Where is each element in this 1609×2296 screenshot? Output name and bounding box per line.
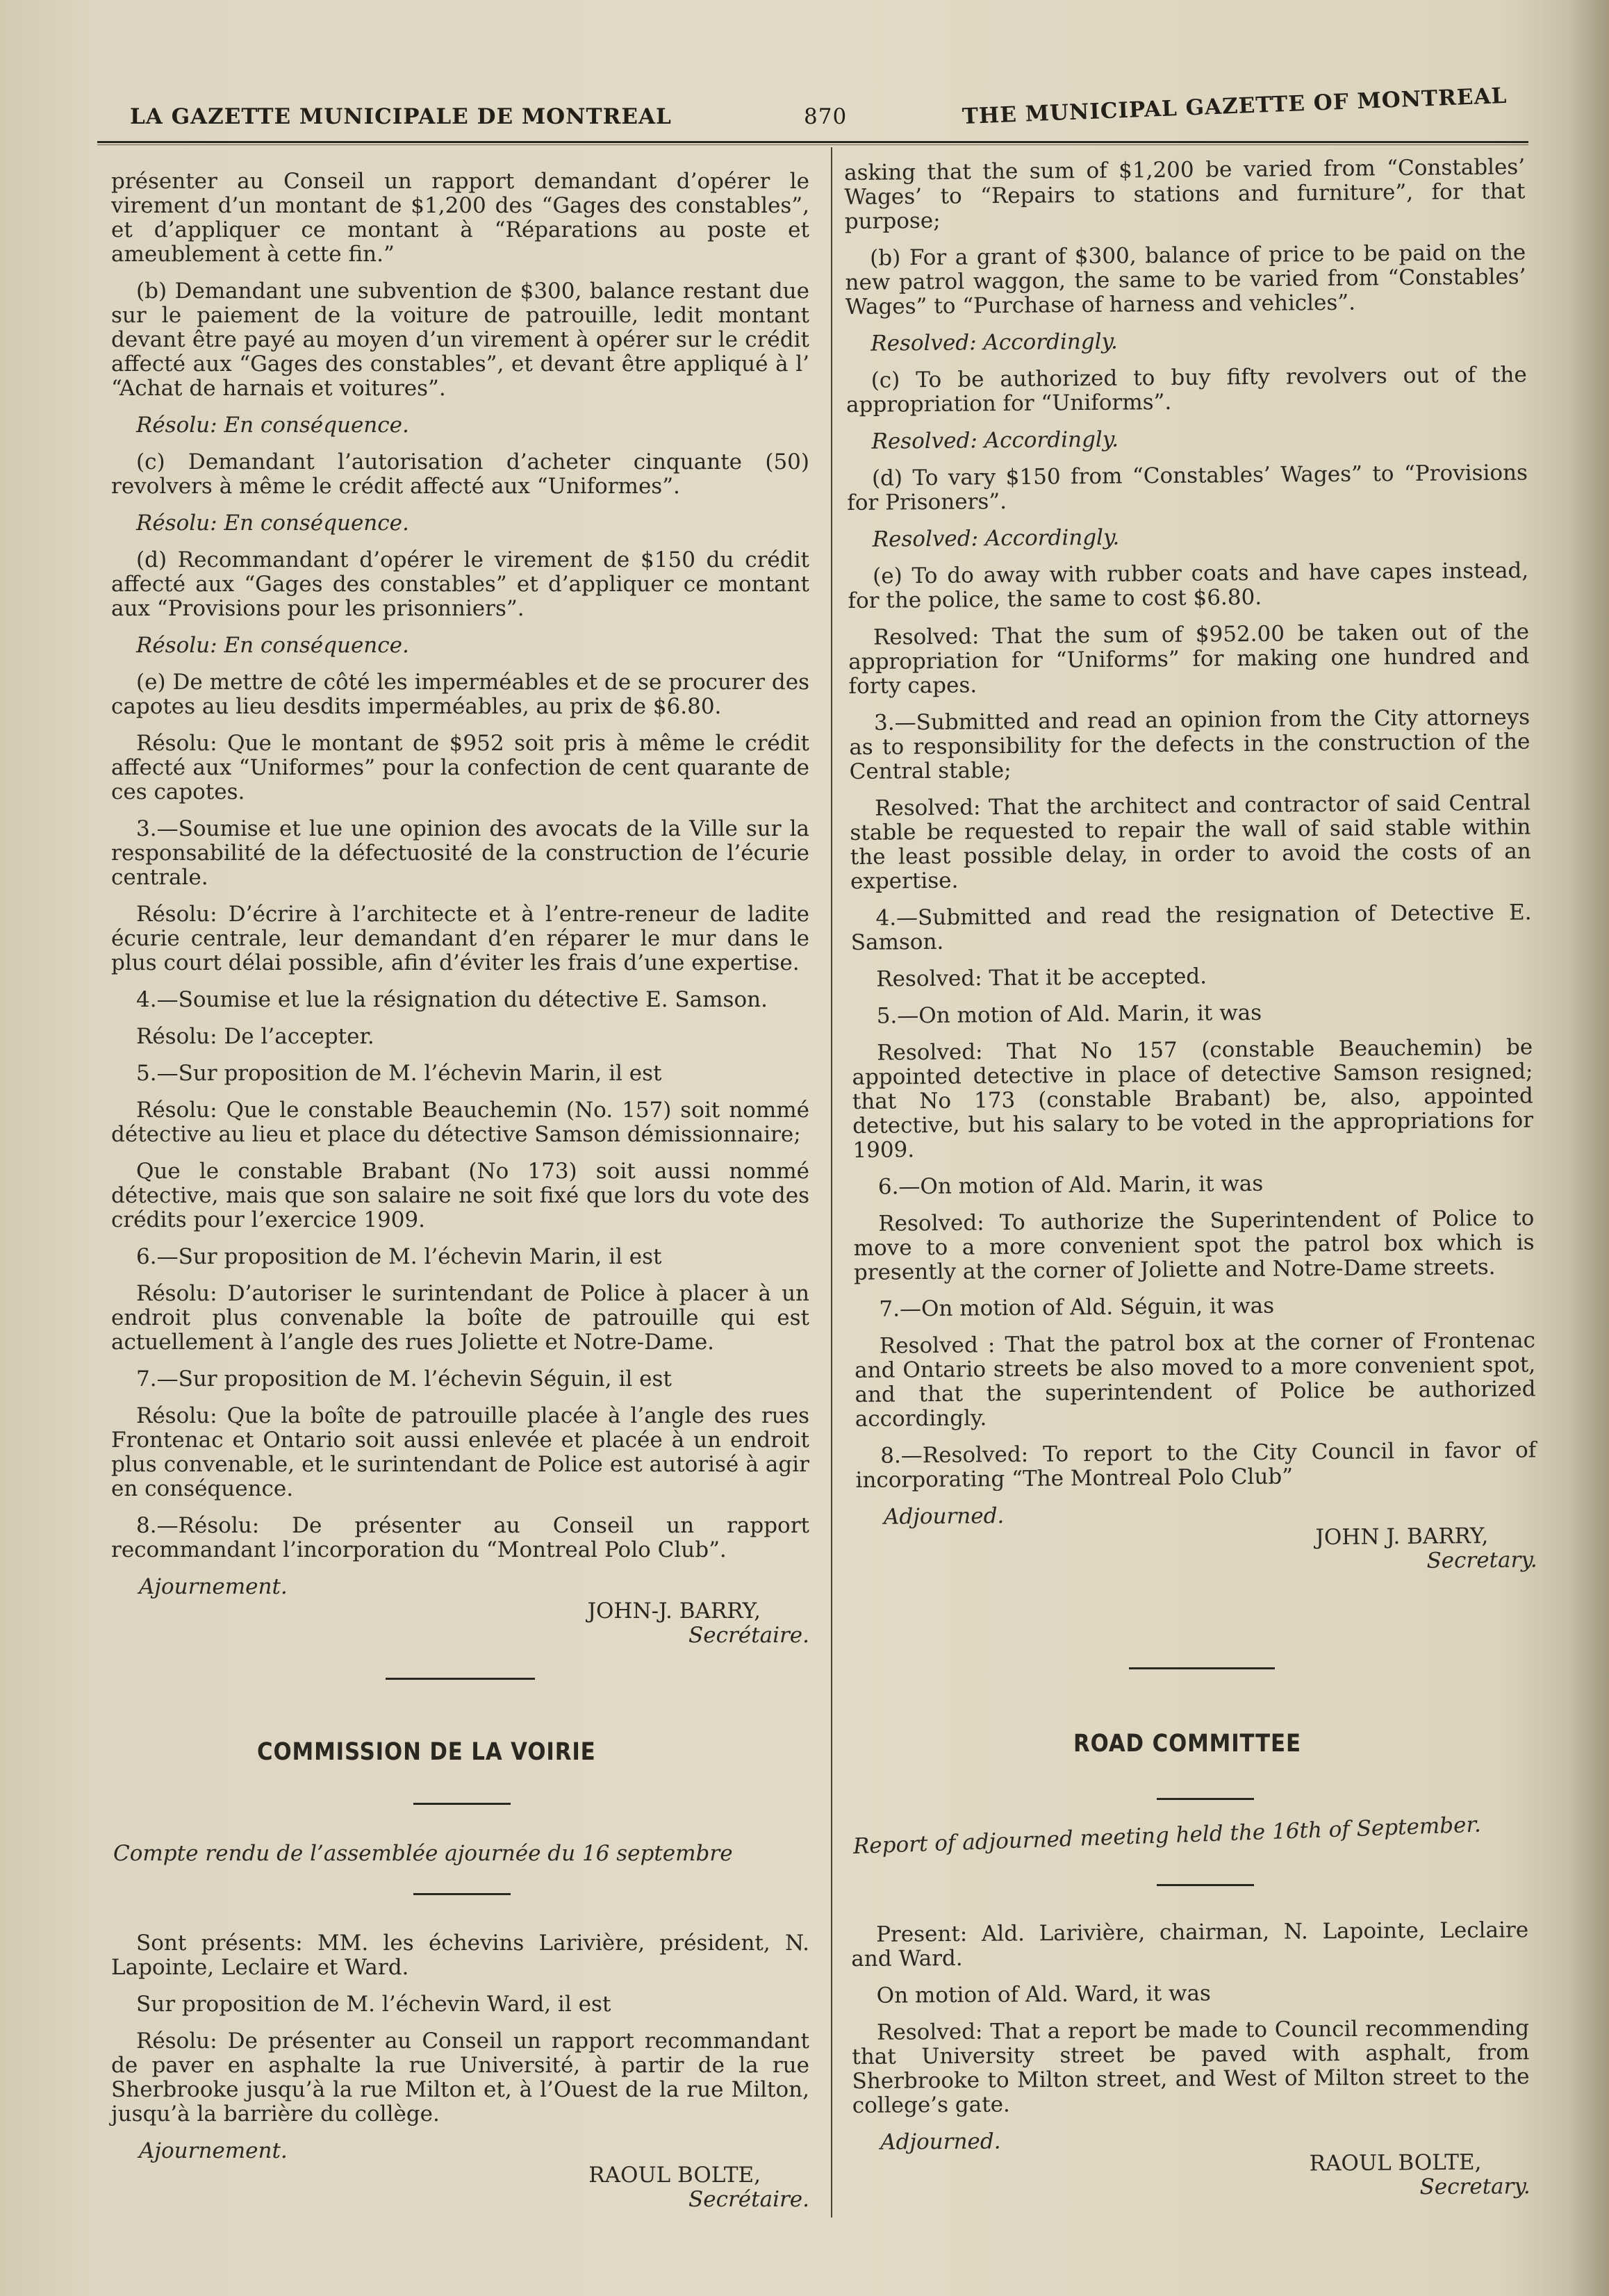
paragraph: 4.—Submitted and read the resignation of Detective E. Samson. bbox=[850, 900, 1532, 955]
signature-title: Secretary. bbox=[1426, 1547, 1537, 1574]
paragraph: Resolved: Accordingly. bbox=[870, 329, 1118, 356]
english-road-section bbox=[851, 1918, 1530, 2204]
signature-title: Secretary. bbox=[1419, 2174, 1530, 2200]
paragraph: Resolved: That a report be made to Council recommending that University street be paved with asphalt, from Sherbrooke to Milton street, and West of Milton street to the college’s gate. bbox=[852, 2015, 1530, 2118]
paragraph: Que le constable Brabant (No 173) soit aussi nommé détective, mais que son salaire ne soit fixé que lors du vote des crédits pour l’exercice 1909. bbox=[111, 1159, 809, 1232]
paragraph: Résolu: D’autoriser le surintendant de Police à placer à un endroit plus convenable la boîte de patrouille qui est actuellement à l’angle des rues Joliette et Notre-Dame. bbox=[111, 1281, 809, 1355]
paragraph: (c) Demandant l’autorisation d’acheter cinquante (50) revolvers à même le crédit affecté aux “Uniformes”. bbox=[111, 449, 809, 499]
paragraph: (d) Recommandant d’opérer le virement de $150 du crédit affecté aux “Gages des constables” et d’appliquer ce montant aux “Provisions pour les prisonniers”. bbox=[111, 547, 809, 621]
header-rule-thin bbox=[97, 144, 1528, 145]
paragraph: Résolu: De présenter au Conseil un rapport recommandant de paver en asphalte la rue Université, à partir de la rue Sherbrooke jusqu’à la rue Milton et, à l’Ouest de la rue Milton, jusqu’à la barrière du collège. bbox=[111, 2029, 809, 2126]
signature-name: RAOUL BOLTE, bbox=[1309, 2149, 1482, 2177]
paragraph: Resolved: That the architect and contractor of said Central stable be requested to repair the wall of said stable within the least possible delay, in order to avoid the costs of an expertise. bbox=[850, 790, 1531, 894]
paragraph: Resolved: Accordingly. bbox=[872, 525, 1120, 552]
header-title-english: THE MUNICIPAL GAZETTE OF MONTREAL bbox=[962, 83, 1508, 129]
english-police-section bbox=[844, 155, 1537, 1578]
french-voirie-section bbox=[111, 1931, 809, 2212]
paragraph: Résolu: En conséquence. bbox=[136, 633, 409, 658]
paragraph: Resolved: Accordingly. bbox=[871, 427, 1119, 454]
paragraph: Resolved: That the sum of $952.00 be taken out of the appropriation for “Uniforms” for making one hundred and forty capes. bbox=[848, 619, 1530, 699]
signature-name: JOHN-J. BARRY, bbox=[587, 1599, 761, 1624]
paragraph: (e) De mettre de côté les imperméables et de se procurer des capotes au lieu desdits imperméables, au prix de $6.80. bbox=[111, 670, 809, 719]
paragraph: 3.—Submitted and read an opinion from the City attorneys as to responsibility for the defects in the construction of the Central stable; bbox=[849, 704, 1530, 784]
paragraph: Resolved: That No 157 (constable Beauchemin) be appointed detective in place of detective Samson resigned; that No 173 (constable Brabant) be, also, appointed detective, but his salary to be voted in the appropriations for 1909. bbox=[852, 1034, 1534, 1163]
paragraph: (e) To do away with rubber coats and have capes instead, for the police, the same to cost $6.80. bbox=[848, 558, 1529, 613]
header-title-french: LA GAZETTE MUNICIPALE DE MONTREAL bbox=[130, 104, 672, 129]
adjournment-note: Ajournement. bbox=[139, 2138, 288, 2163]
signature-name: RAOUL BOLTE, bbox=[588, 2163, 761, 2188]
column-divider bbox=[831, 147, 832, 2217]
page-number: 870 bbox=[804, 104, 848, 129]
paragraph: On motion of Ald. Ward, it was bbox=[876, 1981, 1212, 2008]
paragraph: Résolu: En conséquence. bbox=[136, 511, 409, 536]
paragraph: (d) To vary $150 from “Constables’ Wages” to “Provisions for Prisoners”. bbox=[847, 460, 1528, 515]
paragraph: 4.—Soumise et lue la résignation du détective E. Samson. bbox=[136, 987, 768, 1012]
adjournment-note: Adjourned. bbox=[880, 2129, 1001, 2155]
paragraph: Sur proposition de M. l’échevin Ward, il est bbox=[136, 1992, 611, 2017]
paragraph: 5.—On motion of Ald. Marin, it was bbox=[876, 1000, 1262, 1029]
paragraph: Résolu: De l’accepter. bbox=[136, 1024, 374, 1049]
signature-title: Secrétaire. bbox=[688, 2187, 809, 2212]
paragraph: présenter au Conseil un rapport demandant d’opérer le virement d’un montant de $1,200 des “Gages des constables”, et d’appliquer ce montant à “Réparations au poste et ameublement à cette fin.” bbox=[111, 169, 809, 267]
adjournment-note: Adjourned. bbox=[883, 1503, 1005, 1530]
paragraph: (b) Demandant une subvention de $300, balance restant due sur le paiement de la voiture de patrouille, ledit montant devant être payé au moyen d’un virement à opérer sur le crédit affecté aux “Gages des constables”, et devant être appliqué à l’ “Achat de harnais et voitures”. bbox=[111, 279, 809, 401]
paragraph: Present: Ald. Larivière, chairman, N. Lapointe, Leclaire and Ward. bbox=[851, 1917, 1529, 1972]
title-rule bbox=[413, 1803, 511, 1805]
paragraph: Résolu: D’écrire à l’architecte et à l’entre-reneur de ladite écurie centrale, leur demandant d’en réparer le mur dans le plus court délai possible, afin d’éviter les frais d’une expertise. bbox=[111, 902, 809, 975]
section-title-french: COMMISSION DE LA VOIRIE bbox=[257, 1738, 596, 1766]
section-rule bbox=[1129, 1667, 1275, 1669]
paragraph: 7.—Sur proposition de M. l’échevin Séguin, il est bbox=[136, 1366, 672, 1391]
paragraph: 8.—Résolu: De présenter au Conseil un rapport recommandant l’incorporation du “Montreal Polo Club”. bbox=[111, 1513, 809, 1562]
section-rule bbox=[386, 1678, 535, 1680]
paragraph: Resolved : That the patrol box at the corner of Frontenac and Ontario streets be also moved to a more convenient spot, and that the superintendent of Police be authorized accordingly. bbox=[855, 1328, 1536, 1432]
paragraph: 7.—On motion of Ald. Séguin, it was bbox=[879, 1293, 1275, 1322]
paragraph: Resolved: That it be accepted. bbox=[876, 964, 1207, 992]
paragraph: Résolu: En conséquence. bbox=[136, 413, 409, 438]
section-subtitle-french: Compte rendu de l’assemblée ajournée du 16 septembre bbox=[113, 1841, 733, 1866]
page-spine-shadow bbox=[1567, 0, 1609, 2296]
title-rule bbox=[413, 1893, 511, 1895]
paragraph: 3.—Soumise et lue une opinion des avocats de la Ville sur la responsabilité de la défectuosité de la construction de l’écurie centrale. bbox=[111, 816, 809, 890]
section-title-english: ROAD COMMITTEE bbox=[1073, 1730, 1301, 1758]
signature-name: JOHN J. BARRY, bbox=[1315, 1523, 1489, 1551]
paragraph: Résolu: Que le constable Beauchemin (No. 157) soit nommé détective au lieu et place du détective Samson démissionnaire; bbox=[111, 1098, 809, 1147]
paragraph: asking that the sum of $1,200 be varied from “Constables’ Wages’ to “Repairs to stations and furniture”, for that purpose; bbox=[843, 154, 1526, 234]
paragraph: (c) To be authorized to buy fifty revolvers out of the appropriation for “Uniforms”. bbox=[845, 362, 1527, 418]
paragraph: Résolu: Que la boîte de patrouille placée à l’angle des rues Frontenac et Ontario soit aussi enlevée et placée à un endroit plus convenable, et le surintendant de Police est autorisé à agir en conséquence. bbox=[111, 1403, 809, 1501]
header-rule bbox=[97, 141, 1528, 143]
title-rule bbox=[1157, 1798, 1254, 1800]
paragraph: 8.—Resolved: To report to the City Council in favor of incorporating “The Montreal Polo Club” bbox=[855, 1437, 1537, 1493]
page-header bbox=[0, 83, 1609, 139]
paragraph: 6.—On motion of Ald. Marin, it was bbox=[877, 1171, 1264, 1200]
paragraph: 6.—Sur proposition de M. l’échevin Marin, il est bbox=[136, 1244, 662, 1269]
adjournment-note: Ajournement. bbox=[139, 1574, 288, 1599]
paragraph: (b) For a grant of $300, balance of price to be paid on the new patrol waggon, the same to be varied from “Constables’ Wages” to “Purchase of harness and vehicles”. bbox=[845, 240, 1526, 320]
title-rule bbox=[1157, 1884, 1254, 1886]
signature-title: Secrétaire. bbox=[688, 1623, 809, 1648]
french-police-section bbox=[111, 170, 809, 1648]
paragraph: 5.—Sur proposition de M. l’échevin Marin, il est bbox=[136, 1061, 662, 1086]
paragraph: Résolu: Que le montant de $952 soit pris à même le crédit affecté aux “Uniformes” pour la confection de cent quarante de ces capotes. bbox=[111, 731, 809, 804]
paragraph: Resolved: To authorize the Superintendent of Police to move to a more convenient spot the patrol box which is presently at the corner of Joliette and Notre-Dame streets. bbox=[853, 1205, 1535, 1285]
paragraph: Sont présents: MM. les échevins Larivière, président, N. Lapointe, Leclaire et Ward. bbox=[111, 1931, 809, 1980]
section-subtitle-english: Report of adjourned meeting held the 16th of September. bbox=[852, 1812, 1482, 1859]
